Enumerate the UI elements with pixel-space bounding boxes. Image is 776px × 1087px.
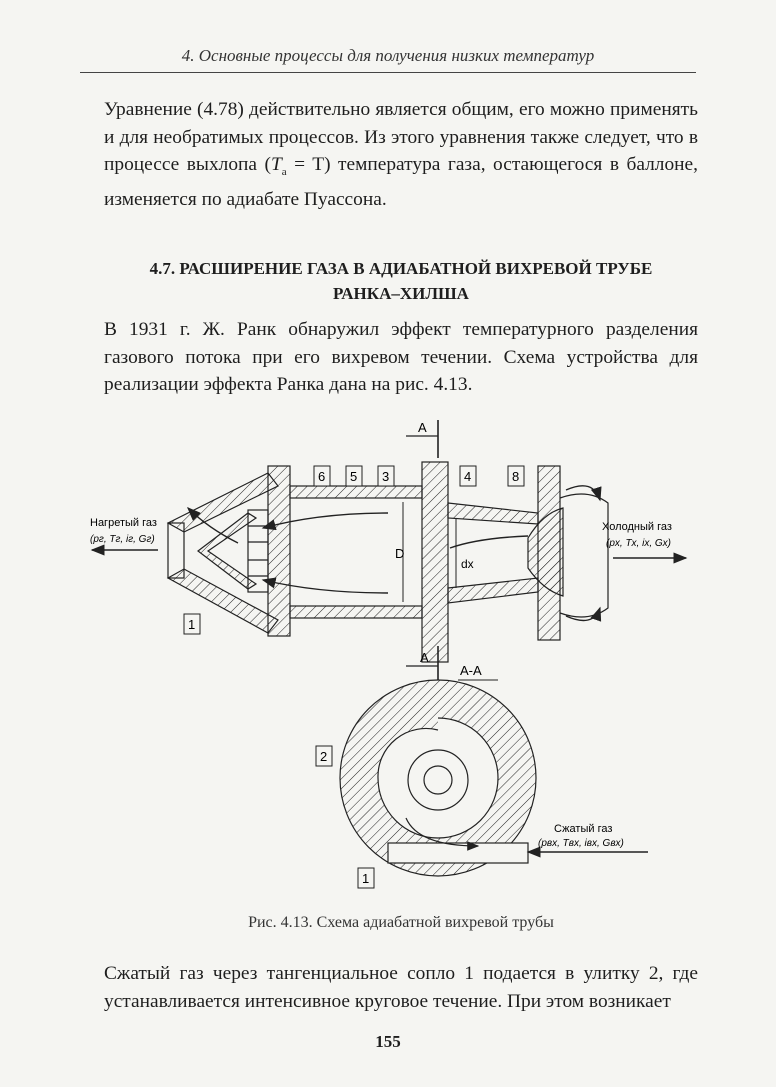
svg-text:1: 1: [362, 871, 370, 886]
svg-text:3: 3: [382, 469, 390, 484]
svg-text:A-A: A-A: [460, 663, 482, 678]
svg-text:(pг, Tг, iг, Gг): (pг, Tг, iг, Gг): [90, 534, 155, 545]
section-mark-top: [406, 420, 438, 458]
svg-text:D: D: [395, 546, 405, 561]
svg-text:(pх, Tх, iх, Gх): (pх, Tх, iх, Gх): [606, 538, 671, 549]
hot-end-housing: [168, 466, 290, 636]
header-rule: [80, 72, 696, 73]
hot-gas-outlet: [90, 517, 158, 550]
flow-rectifier: [248, 510, 268, 592]
vortex-tube-diagram: [88, 418, 700, 898]
svg-text:6: 6: [318, 469, 326, 484]
svg-text:Сжатый газ: Сжатый газ: [554, 823, 613, 835]
page-number: 155: [375, 1032, 401, 1051]
svg-text:(pвх, Tвх, iвх, Gвх): (pвх, Tвх, iвх, Gвх): [538, 838, 624, 849]
svg-text:Нагретый газ: Нагретый газ: [90, 517, 157, 529]
section-title: 4.7. РАСШИРЕНИЕ ГАЗА В АДИАБАТНОЙ ВИХРЕВОЙ ТРУБЕ РАНКА–ХИЛША: [149, 259, 653, 303]
section-aa-view: [340, 680, 648, 876]
main-tube: [290, 462, 448, 662]
paragraph-1: Уравнение (4.78) действительно является общим, его можно применять и для необратимых процессов. Из этого уравнения также следует, что в процессе выхлопа $(T_a = T)$ температура газа, остающегося в баллоне, изменяется по адиабате Пуассона.: [104, 99, 698, 211]
running-header: 4. Основные процессы для получения низких температур: [181, 46, 595, 65]
svg-text:4: 4: [464, 469, 472, 484]
svg-text:8: 8: [512, 469, 520, 484]
svg-text:1: 1: [188, 617, 196, 632]
vortex-tube-figure: [88, 418, 700, 898]
cold-gas-outlet: [602, 521, 686, 558]
svg-text:Холодный газ: Холодный газ: [602, 521, 672, 533]
svg-text:dх: dх: [461, 557, 474, 571]
svg-text:A: A: [418, 420, 427, 435]
figure-caption: Рис. 4.13. Схема адиабатной вихревой трубы: [248, 914, 554, 931]
paragraph-3: Сжатый газ через тангенциальное сопло 1 подается в улитку 2, где устанавливается интенсивное круговое течение. При этом возникает: [104, 963, 698, 1012]
svg-text:2: 2: [320, 749, 328, 764]
section-mark-bottom: [406, 646, 498, 680]
cold-end-housing: [448, 466, 608, 640]
paragraph-2: В 1931 г. Ж. Ранк обнаружил эффект температурного разделения газового потока при его вихревом течении. Схема устройства для реализации эффекта Ранка дана на рис. 4.13.: [104, 319, 698, 395]
svg-text:A: A: [420, 650, 429, 665]
svg-text:5: 5: [350, 469, 358, 484]
